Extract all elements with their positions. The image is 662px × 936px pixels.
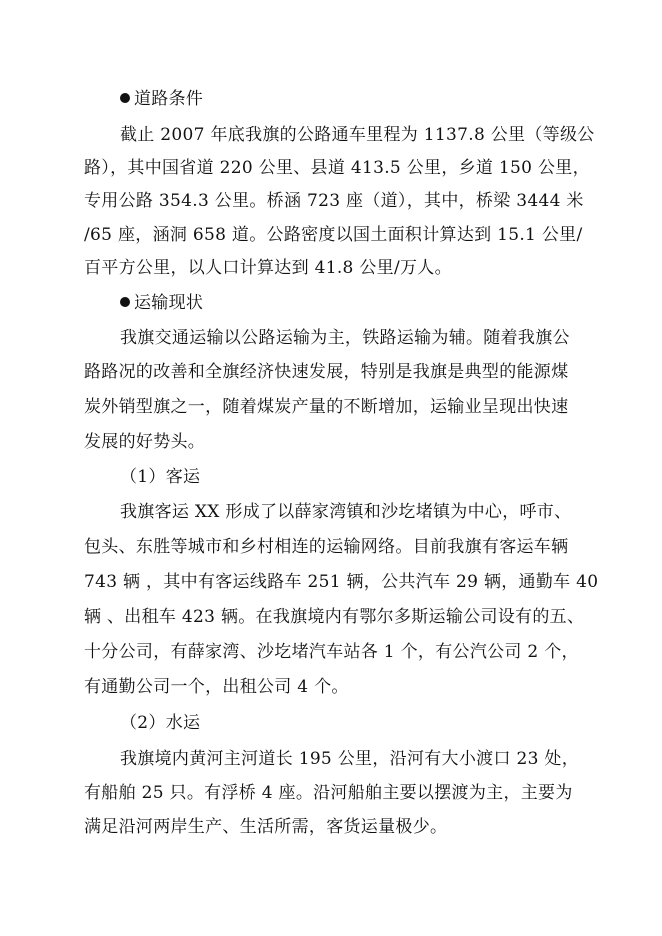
paragraph-line: 我旗客运 XX 形成了以薛家湾镇和沙圪堵镇为中心，呼市、 (120, 502, 572, 522)
bullet-icon (120, 297, 130, 307)
paragraph-line: 743 辆 ，其中有客运线路车 251 辆，公共汽车 29 辆，通勤车 40 (84, 572, 599, 592)
paragraph-line: 截止 2007 年底我旗的公路通车里程为 1137.8 公里（等级公 (120, 125, 595, 145)
paragraph-line: 辆 、出租车 423 辆。在我旗境内有鄂尔多斯运输公司设有的五、 (84, 607, 585, 627)
section-heading-passenger: （1）客运 (120, 467, 201, 487)
paragraph-line: 有通勤公司一个，出租公司 4 个。 (84, 677, 349, 697)
paragraph-line: 路路况的改善和全旗经济快速发展，特别是我旗是典型的能源煤 (84, 362, 569, 382)
paragraph-line: 包头、东胜等城市和乡村相连的运输网络。目前我旗有客运车辆 (84, 537, 569, 557)
section-heading-water: （2）水运 (120, 713, 201, 733)
paragraph-line: 我旗交通运输以公路运输为主，铁路运输为辅。随着我旗公 (120, 328, 570, 348)
paragraph-line: 十分公司，有薛家湾、沙圪堵汽车站各 1 个，有公汽公司 2 个， (84, 642, 579, 662)
paragraph-line: 发展的好势头。 (84, 432, 206, 452)
paragraph-line: 专用公路 354.3 公里。桥涵 723 座（道），其中，桥梁 3444 米 (84, 191, 584, 211)
paragraph-line: 满足沿河两岸生产、生活所需，客货运量极少。 (84, 817, 448, 837)
paragraph-line: /65 座，涵洞 658 道。公路密度以国土面积计算达到 15.1 公里/ (84, 225, 583, 245)
bullet-icon (120, 93, 130, 103)
paragraph-line: 路），其中国省道 220 公里、县道 413.5 公里，乡道 150 公里， (84, 158, 590, 178)
section-heading-road: 道路条件 (120, 87, 203, 111)
section-heading-transport: 运输现状 (120, 291, 203, 315)
paragraph-line: 炭外销型旗之一，随着煤炭产量的不断增加，运输业呈现出快速 (84, 397, 569, 417)
paragraph-line: 百平方公里，以人口计算达到 41.8 公里/万人。 (84, 258, 452, 278)
paragraph-line: 有船舶 25 只。有浮桥 4 座。沿河船舶主要以摆渡为主，主要为 (84, 783, 573, 803)
paragraph-line: 我旗境内黄河主河道长 195 公里，沿河有大小渡口 23 处， (120, 749, 579, 769)
